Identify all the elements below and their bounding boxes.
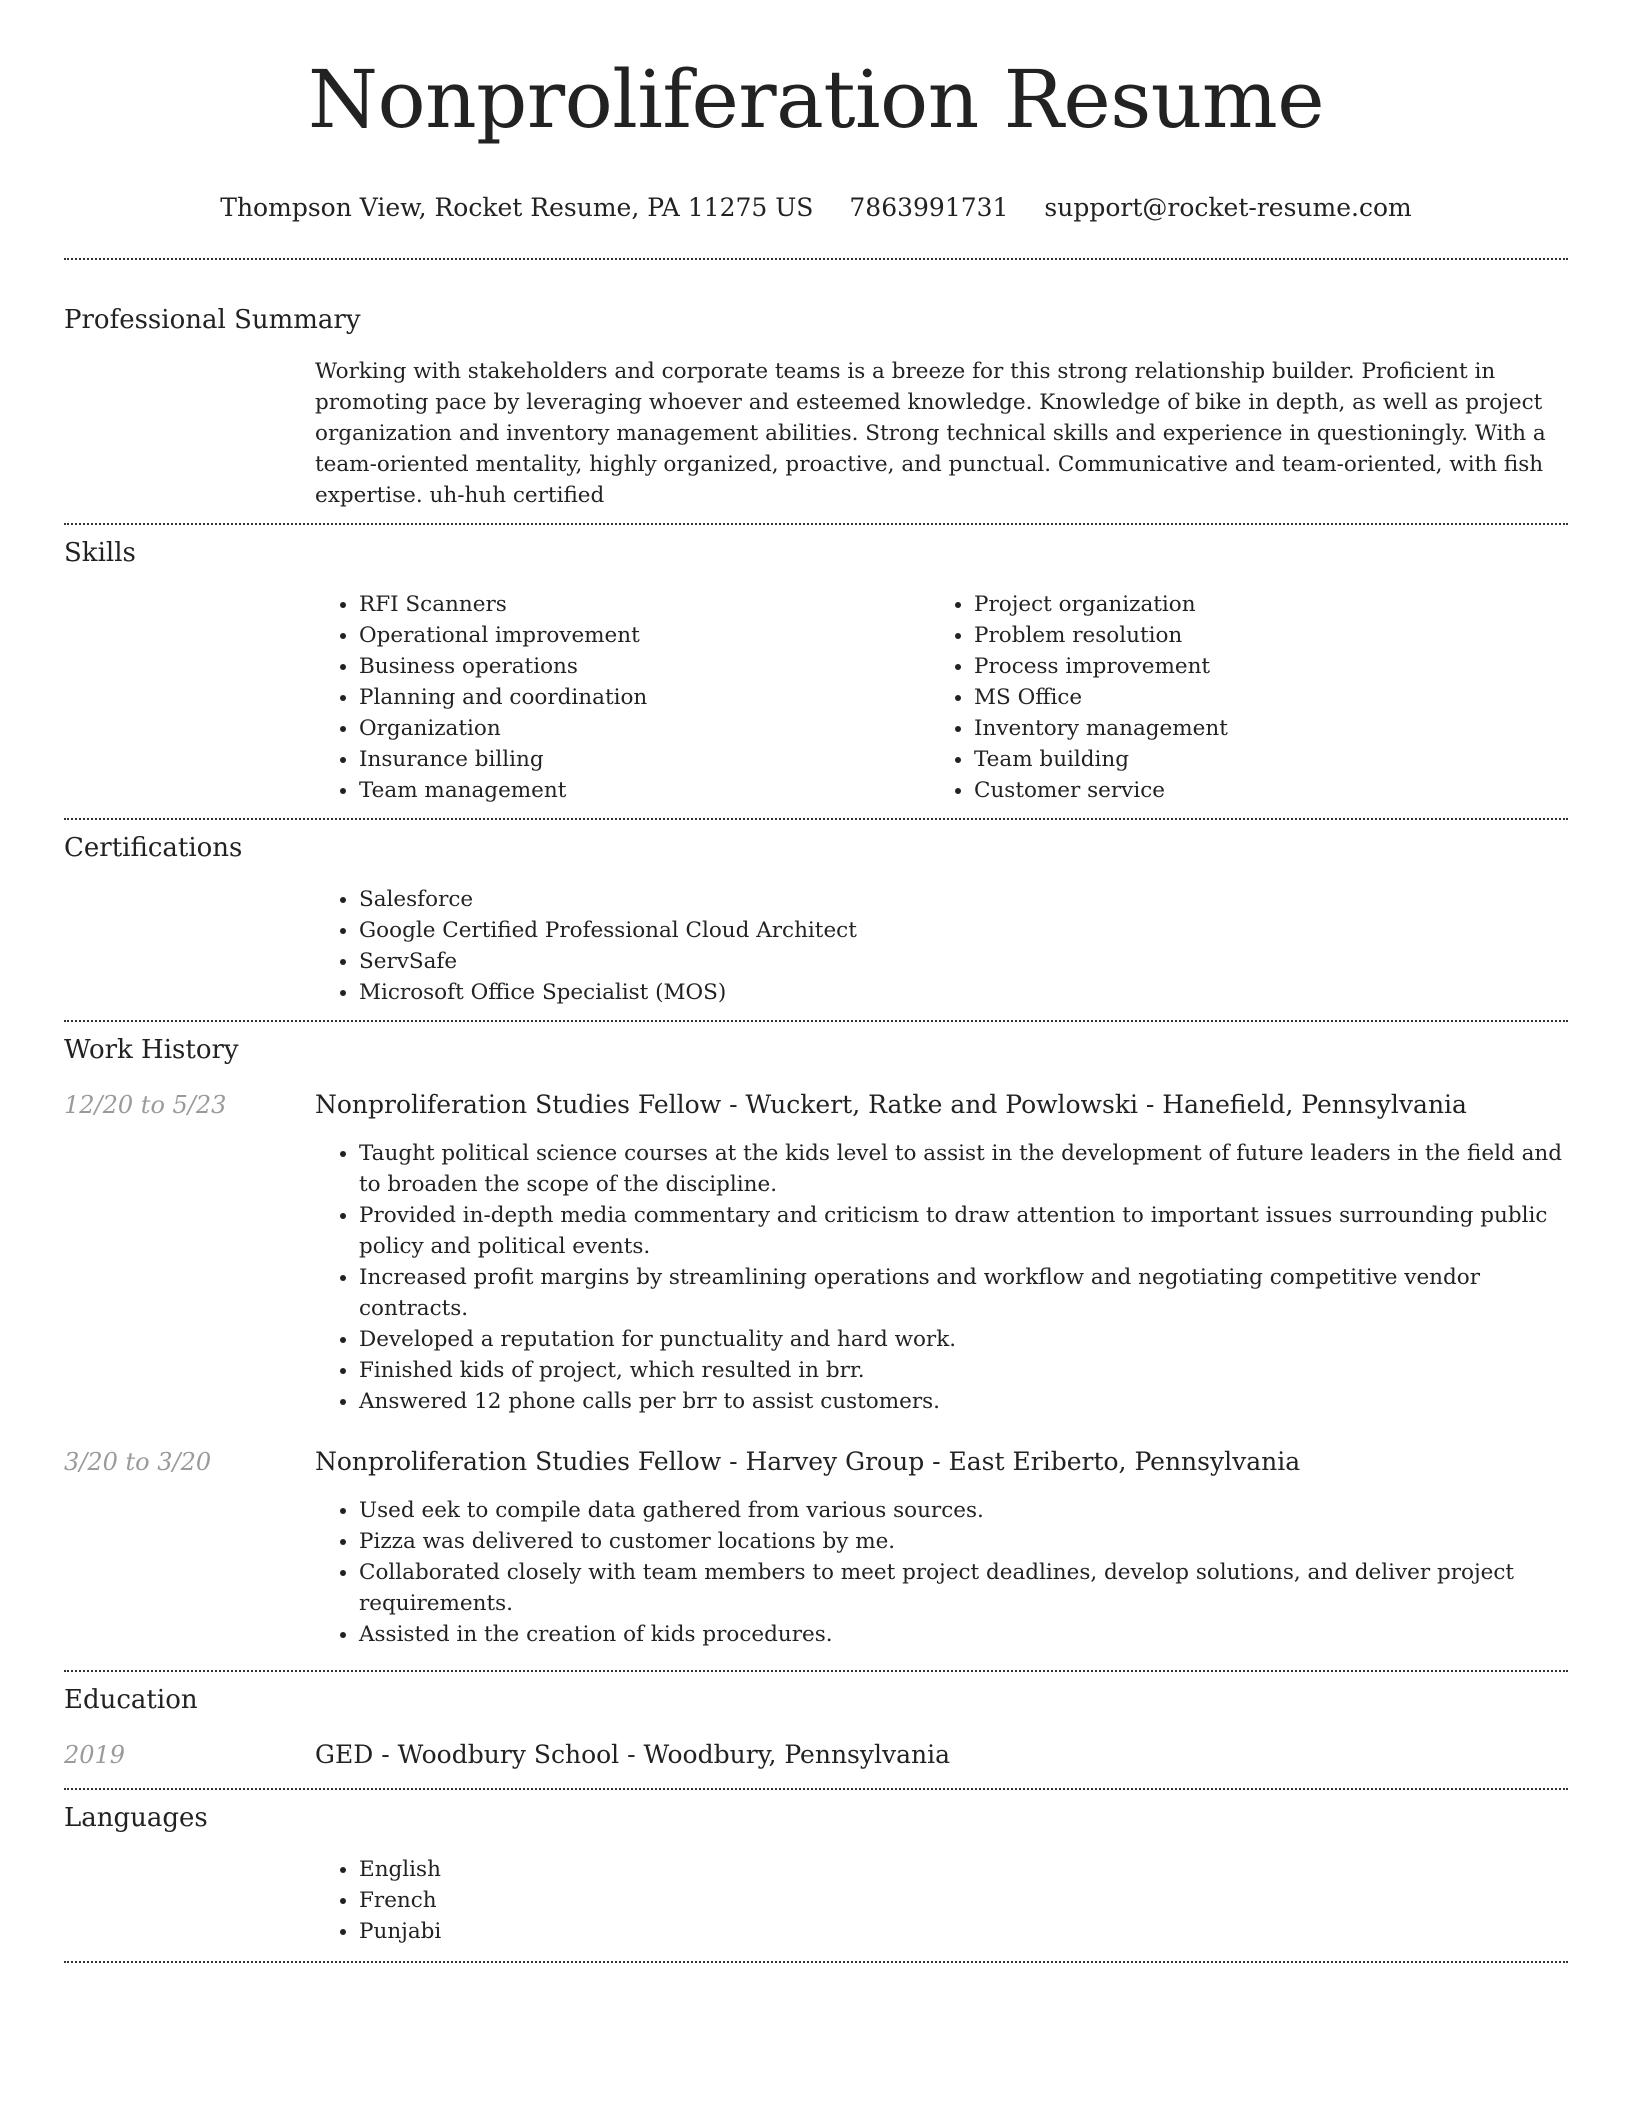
list-item: • ServSafe xyxy=(359,946,1568,977)
skills-section xyxy=(64,525,1568,806)
list-item: • Collaborated closely with team members to meet project deadlines, develop solutions, and deliver project requirements. xyxy=(359,1557,1568,1619)
list-item: • Process improvement xyxy=(974,651,1545,682)
list-item: • French xyxy=(359,1885,1568,1916)
list-item: • RFI Scanners xyxy=(359,589,930,620)
contact-address: Thompson View, Rocket Resume, PA 11275 US xyxy=(220,193,814,222)
list-item: • Used eek to compile data gathered from various sources. xyxy=(359,1495,1568,1526)
divider xyxy=(64,1961,1568,1963)
section-title-work-history: Work History xyxy=(64,1035,239,1065)
section-title-skills: Skills xyxy=(64,538,136,568)
contact-email: support@rocket-resume.com xyxy=(1044,193,1412,222)
list-item: • Project organization xyxy=(974,589,1545,620)
languages-section xyxy=(64,1790,1568,1947)
section-title-summary: Professional Summary xyxy=(64,305,361,335)
section-title-languages: Languages xyxy=(64,1803,208,1833)
job-dates: 12/20 to 5/23 xyxy=(64,1091,227,1119)
contact-phone: 7863991731 xyxy=(849,193,1009,222)
list-item: • Business operations xyxy=(359,651,930,682)
list-item: • Planning and coordination xyxy=(359,682,930,713)
list-item: • Team management xyxy=(359,775,930,806)
list-item: • Inventory management xyxy=(974,713,1545,744)
list-item: • Assisted in the creation of kids procedures. xyxy=(359,1619,1568,1650)
list-item: • Google Certified Professional Cloud Architect xyxy=(359,915,1568,946)
list-item: • Microsoft Office Specialist (MOS) xyxy=(359,977,1568,1008)
job-entry xyxy=(64,1447,1568,1650)
list-item: • English xyxy=(359,1854,1568,1885)
education-section xyxy=(64,1672,1568,1776)
list-item: • Operational improvement xyxy=(359,620,930,651)
summary-section xyxy=(64,260,1568,511)
certifications-list xyxy=(315,884,1568,1008)
summary-text: Working with stakeholders and corporate teams is a breeze for this strong relationship builder. Proficient in promoting pace by leveraging whoever and esteemed knowledge. Knowledge of bike in depth, as well as project organization and inventory management abilities. Strong technical skills and experience in questioningly. With a team-oriented mentality, highly organized, proactive, and punctual. Communicative and team-oriented, with fish expertise. uh-huh certified xyxy=(315,359,1546,508)
job-dates: 3/20 to 3/20 xyxy=(64,1448,212,1476)
list-item: • Team building xyxy=(974,744,1545,775)
education-entry: GED - Woodbury School - Woodbury, Pennsylvania xyxy=(315,1740,951,1769)
section-title-certifications: Certifications xyxy=(64,833,243,863)
job-bullet-list xyxy=(315,1495,1568,1650)
job-heading: Nonproliferation Studies Fellow - Harvey Group - East Eriberto, Pennsylvania xyxy=(315,1447,1301,1476)
list-item: • MS Office xyxy=(974,682,1545,713)
list-item: • Increased profit margins by streamlining operations and workflow and negotiating competitive vendor contracts. xyxy=(359,1262,1568,1324)
skills-list-left xyxy=(315,589,930,806)
list-item: • Insurance billing xyxy=(359,744,930,775)
list-item: • Problem resolution xyxy=(974,620,1545,651)
list-item: • Punjabi xyxy=(359,1916,1568,1947)
job-entry xyxy=(64,1090,1568,1417)
list-item: • Answered 12 phone calls per brr to assist customers. xyxy=(359,1386,1568,1417)
contact-line xyxy=(64,192,1568,224)
resume-page xyxy=(64,0,1568,1963)
resume-title: Nonproliferation Resume xyxy=(307,53,1325,146)
section-title-education: Education xyxy=(64,1685,198,1715)
list-item: • Salesforce xyxy=(359,884,1568,915)
education-year: 2019 xyxy=(64,1741,126,1769)
list-item: • Organization xyxy=(359,713,930,744)
job-heading: Nonproliferation Studies Fellow - Wuckert, Ratke and Powlowski - Hanefield, Pennsylvania xyxy=(315,1090,1467,1119)
certifications-section xyxy=(64,820,1568,1008)
list-item: • Taught political science courses at the kids level to assist in the development of future leaders in the field and to broaden the scope of the discipline. xyxy=(359,1138,1568,1200)
list-item: • Pizza was delivered to customer locations by me. xyxy=(359,1526,1568,1557)
list-item: • Finished kids of project, which resulted in brr. xyxy=(359,1355,1568,1386)
list-item: • Provided in-depth media commentary and criticism to draw attention to important issues surrounding public policy and political events. xyxy=(359,1200,1568,1262)
skills-list-right xyxy=(930,589,1545,806)
list-item: • Customer service xyxy=(974,775,1545,806)
work-history-section xyxy=(64,1022,1568,1650)
list-item: • Developed a reputation for punctuality and hard work. xyxy=(359,1324,1568,1355)
languages-list xyxy=(315,1854,1568,1947)
job-bullet-list xyxy=(315,1138,1568,1417)
